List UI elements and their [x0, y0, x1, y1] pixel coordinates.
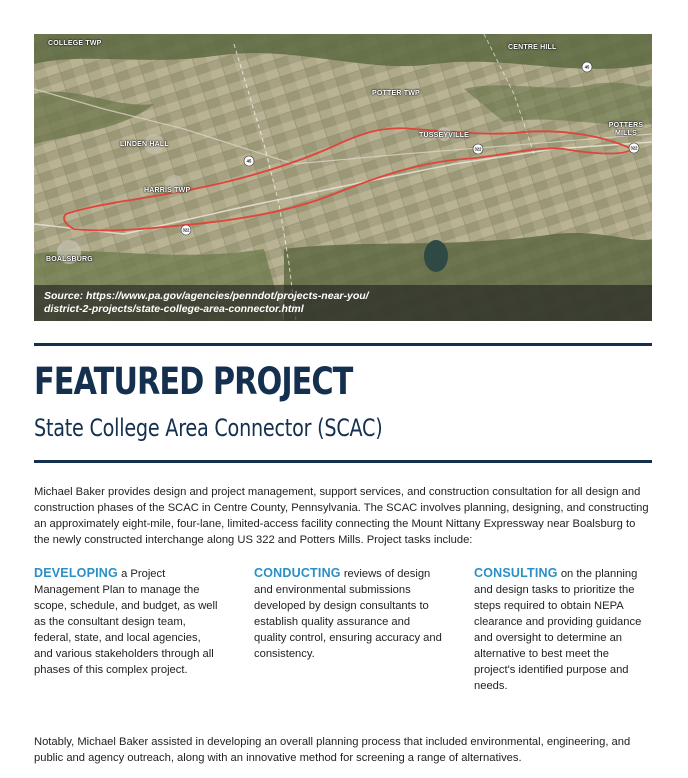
map-label-boalsburg: BOALSBURG [46, 256, 93, 263]
route-shield-45-north: 45 [584, 64, 590, 70]
route-shield-45: 45 [246, 158, 252, 164]
map-label-tusseyville: TUSSEYVILLE [419, 132, 470, 139]
page-title: FEATURED PROJECT [34, 360, 353, 403]
task-consulting [474, 565, 652, 694]
map-label-potters-mills: POTTERS MILLS [608, 122, 644, 137]
map-label-harris-twp: HARRIS TWP [144, 187, 191, 194]
task-developing [34, 565, 219, 678]
closing-paragraph: Notably, Michael Baker assisted in developing an overall planning process that included environmental, engineering, and public and agency outreach, along with an innovative method for screening a range of alternatives. [34, 736, 631, 764]
route-shield-322-east: 322 [474, 146, 482, 152]
task-keyword: CONDUCTING [254, 566, 341, 580]
caption-band [34, 285, 652, 321]
top-divider [34, 343, 652, 346]
intro-paragraph: Michael Baker provides design and project management, support services, and construction consultation for all design and construction phases of the SCAC in Centre County, Pennsylvania. The SCAC involves planning, designing, and constructing an approximately eight-mile, four-lane, limited-access facility connecting the Mount Nittany Expressway near Boalsburg to the newly constructed interchange along US 322 and Potters Mills. Project tasks include: [34, 486, 649, 546]
task-text: on the planning and design tasks to prioritize the steps required to obtain NEPA clearance and providing guidance and oversight to determine an alternative to best meet the project's identified purpose and needs. [474, 568, 642, 692]
bottom-divider [34, 460, 652, 463]
map-label-linden-hall: LINDEN HALL [120, 141, 169, 148]
route-shield-322-west: 322 [182, 227, 190, 233]
map-label-potter-twp: POTTER TWP [372, 90, 420, 97]
task-keyword: DEVELOPING [34, 566, 118, 580]
task-text: reviews of design and environmental submissions developed by design consultants to establish quality assurance and quality control, ensuring accuracy and consistency. [254, 568, 442, 660]
project-subtitle: State College Area Connector (SCAC) [34, 414, 383, 442]
caption-line-2: district-2-projects/state-college-area-connector.html [44, 303, 304, 315]
task-text: a Project Management Plan to manage the scope, schedule, and budget, as well as the consultant design team, federal, state, and local agencies, and various stakeholders through all phases of this complex project. [34, 568, 218, 676]
route-shield-322-potters: 322 [630, 145, 638, 151]
aerial-map-graphic [34, 34, 652, 321]
map-label-centre-hill: CENTRE HILL [508, 44, 557, 51]
image-source-caption [44, 290, 369, 316]
aerial-map-image [34, 34, 652, 321]
map-label-college-twp: COLLEGE TWP [48, 40, 102, 47]
caption-line-1: Source: https://www.pa.gov/agencies/penndot/projects-near-you/ [44, 290, 369, 302]
task-conducting [254, 565, 444, 662]
task-keyword: CONSULTING [474, 566, 558, 580]
